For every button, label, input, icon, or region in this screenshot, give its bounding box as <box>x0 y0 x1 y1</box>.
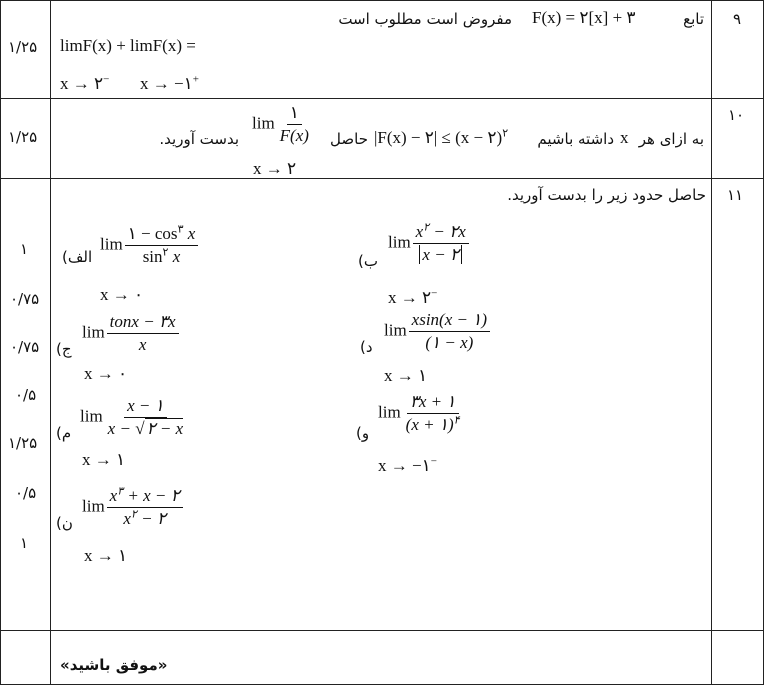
score-q11-2: ۰/۷۵ <box>10 290 40 308</box>
part-mim-den-sqrt: ۲ − x <box>146 419 184 438</box>
score-q11-6: ۰/۵ <box>15 484 37 502</box>
part-be-lim: lim <box>388 232 411 252</box>
part-alef-lim: lim <box>100 234 123 254</box>
q10-inequality-text: |F(x) − ۲| ≤ (x − ۲) <box>374 128 503 147</box>
part-dal-sub: x → ۱ <box>384 366 428 385</box>
question-number-9: ۹ <box>733 10 742 28</box>
part-be-sub <box>388 288 437 308</box>
q9-sub-left-text: x → ۲ <box>60 74 104 93</box>
part-mim-num: x − ۱ <box>124 396 167 418</box>
score-q10: ۱/۲۵ <box>8 128 38 146</box>
part-alef-num-tail: x <box>187 224 196 243</box>
part-nun-fraction <box>107 486 183 529</box>
part-mim-den-a: x − <box>107 419 136 438</box>
q10-result-word: حاصل <box>330 130 368 148</box>
part-vav-den <box>403 414 463 435</box>
part-vav-den-text: (x + ۱) <box>405 415 454 434</box>
score-q11-1: ۱ <box>20 240 29 258</box>
q9-sub-right-sign: + <box>192 73 199 86</box>
part-mim-den: x − √ ۲ − x <box>107 419 184 438</box>
part-be-num-tail: − ۲x <box>433 222 466 241</box>
table-border-left <box>0 0 1 685</box>
part-dal-label: د) <box>360 338 373 356</box>
row-divider-3 <box>0 630 764 631</box>
part-mim-limit <box>80 396 188 439</box>
q9-sub-left <box>60 74 109 94</box>
part-nun-num-text: x <box>109 486 118 505</box>
q10-sub: x → ۲ <box>253 159 297 178</box>
part-jim-num: tonx − ۳x <box>107 312 179 334</box>
q9-sub-left-sign: − <box>103 73 110 86</box>
q10-mid: داشته باشیم <box>537 130 614 148</box>
score-q11-5: ۱/۲۵ <box>8 434 38 452</box>
score-column-divider <box>50 0 51 685</box>
part-nun-num-exp: ۳ <box>117 485 124 498</box>
score-q11-7: ۱ <box>20 534 29 552</box>
q10-frac-num: ۱ <box>287 103 302 125</box>
q10-frac-den: F(x) <box>279 126 309 145</box>
part-mim-lim: lim <box>80 406 103 426</box>
part-vav-limit <box>378 392 465 435</box>
part-be-limit <box>388 222 471 265</box>
q9-suffix: مفروض است مطلوب است <box>338 10 512 28</box>
part-nun-lim: lim <box>82 496 105 516</box>
part-vav-sub-sign: − <box>430 455 437 468</box>
q9-sub-right <box>140 74 199 94</box>
part-nun-den-text: x <box>123 509 131 528</box>
part-jim-den: x <box>138 335 147 354</box>
part-be-num <box>413 222 469 244</box>
part-nun-num <box>107 486 183 508</box>
part-vav-num: ۳x + ۱ <box>407 392 459 414</box>
q10-var-x: x <box>620 128 629 147</box>
q9-sub-right-text: x → −۱ <box>140 74 193 93</box>
part-jim-limit <box>82 312 181 355</box>
part-vav-den-exp: ۴ <box>453 414 460 427</box>
q10-inequality-exp: ۲ <box>502 127 509 140</box>
part-alef-num <box>125 224 199 246</box>
part-vav-sub-text: x → −۱ <box>378 456 431 475</box>
part-be-sub-sign: − <box>431 287 438 300</box>
number-column-divider <box>711 0 712 685</box>
q10-lim: lim <box>252 113 275 133</box>
part-be-num-text: x <box>415 222 424 241</box>
q10-limit <box>252 103 314 146</box>
part-dal-limit <box>384 310 492 353</box>
part-vav-label: و) <box>356 424 370 442</box>
q9-function-def: F(x) = ۲[x] + ۳ <box>532 8 636 27</box>
q9-prefix: تابع <box>683 10 704 28</box>
part-vav-sub <box>378 456 437 476</box>
q10-end: بدست آورید. <box>159 130 239 148</box>
part-mim-label: م) <box>56 424 72 442</box>
part-nun-num-tail: + x − ۲ <box>123 486 180 505</box>
part-be-den-text: x − ۲ <box>419 245 462 264</box>
table-border-top <box>0 0 764 1</box>
question-number-10: ۱۰ <box>728 106 745 124</box>
part-nun-limit <box>82 486 185 529</box>
row-divider-2 <box>0 178 764 179</box>
part-nun-den-exp: ۲ <box>130 508 137 521</box>
part-be-label: ب) <box>358 252 378 270</box>
score-q11-4: ۰/۵ <box>15 386 37 404</box>
part-alef-label: الف) <box>62 248 93 266</box>
part-nun-den-tail: − ۲ <box>136 509 166 528</box>
footer-good-luck: «موفق باشید» <box>60 656 168 674</box>
part-be-den <box>416 244 465 265</box>
row-divider-1 <box>0 98 764 99</box>
part-nun-den <box>120 508 169 529</box>
part-jim-lim: lim <box>82 322 105 342</box>
part-alef-sub: x → ۰ <box>100 285 144 304</box>
score-q11-3: ۰/۷۵ <box>10 338 40 356</box>
q11-instruction: حاصل حدود زیر را بدست آورید. <box>507 186 706 204</box>
q10-inequality <box>374 128 508 148</box>
q10-fraction <box>277 103 312 146</box>
part-alef-den <box>140 246 184 267</box>
part-dal-lim: lim <box>384 320 407 340</box>
q9-limit-expression: limF(x) + limF(x) = <box>60 36 196 55</box>
part-alef-fraction <box>125 224 199 267</box>
part-mim-fraction <box>105 396 187 439</box>
part-nun-sub: x → ۱ <box>84 546 128 565</box>
part-alef-num-text: ۱ − cos <box>127 224 178 243</box>
part-jim-label: ج) <box>56 340 72 358</box>
part-dal-num: xsin(x − ۱) <box>409 310 490 332</box>
part-dal-fraction <box>409 310 490 353</box>
part-jim-sub: x → ۰ <box>84 364 128 383</box>
score-q9: ۱/۲۵ <box>8 38 38 56</box>
question-number-11: ۱۱ <box>727 186 744 204</box>
part-alef-num-exp: ۳ <box>177 223 184 236</box>
part-mim-sub: x → ۱ <box>82 450 126 469</box>
q10-prefix: به ازای هر <box>638 130 704 148</box>
part-alef-limit <box>100 224 200 267</box>
part-vav-lim: lim <box>378 402 401 422</box>
part-alef-den-tail: x <box>172 247 181 266</box>
part-be-num-exp: ۲ <box>423 221 430 234</box>
part-be-sub-text: x → ۲ <box>388 288 432 307</box>
part-dal-den: (۱ − x) <box>425 333 474 352</box>
part-nun-label: ن) <box>56 514 73 532</box>
part-alef-den-text: sin <box>142 247 163 266</box>
part-jim-fraction <box>107 312 179 355</box>
part-alef-den-exp: ۲ <box>162 246 169 259</box>
part-vav-fraction <box>403 392 463 435</box>
part-be-fraction <box>413 222 469 265</box>
